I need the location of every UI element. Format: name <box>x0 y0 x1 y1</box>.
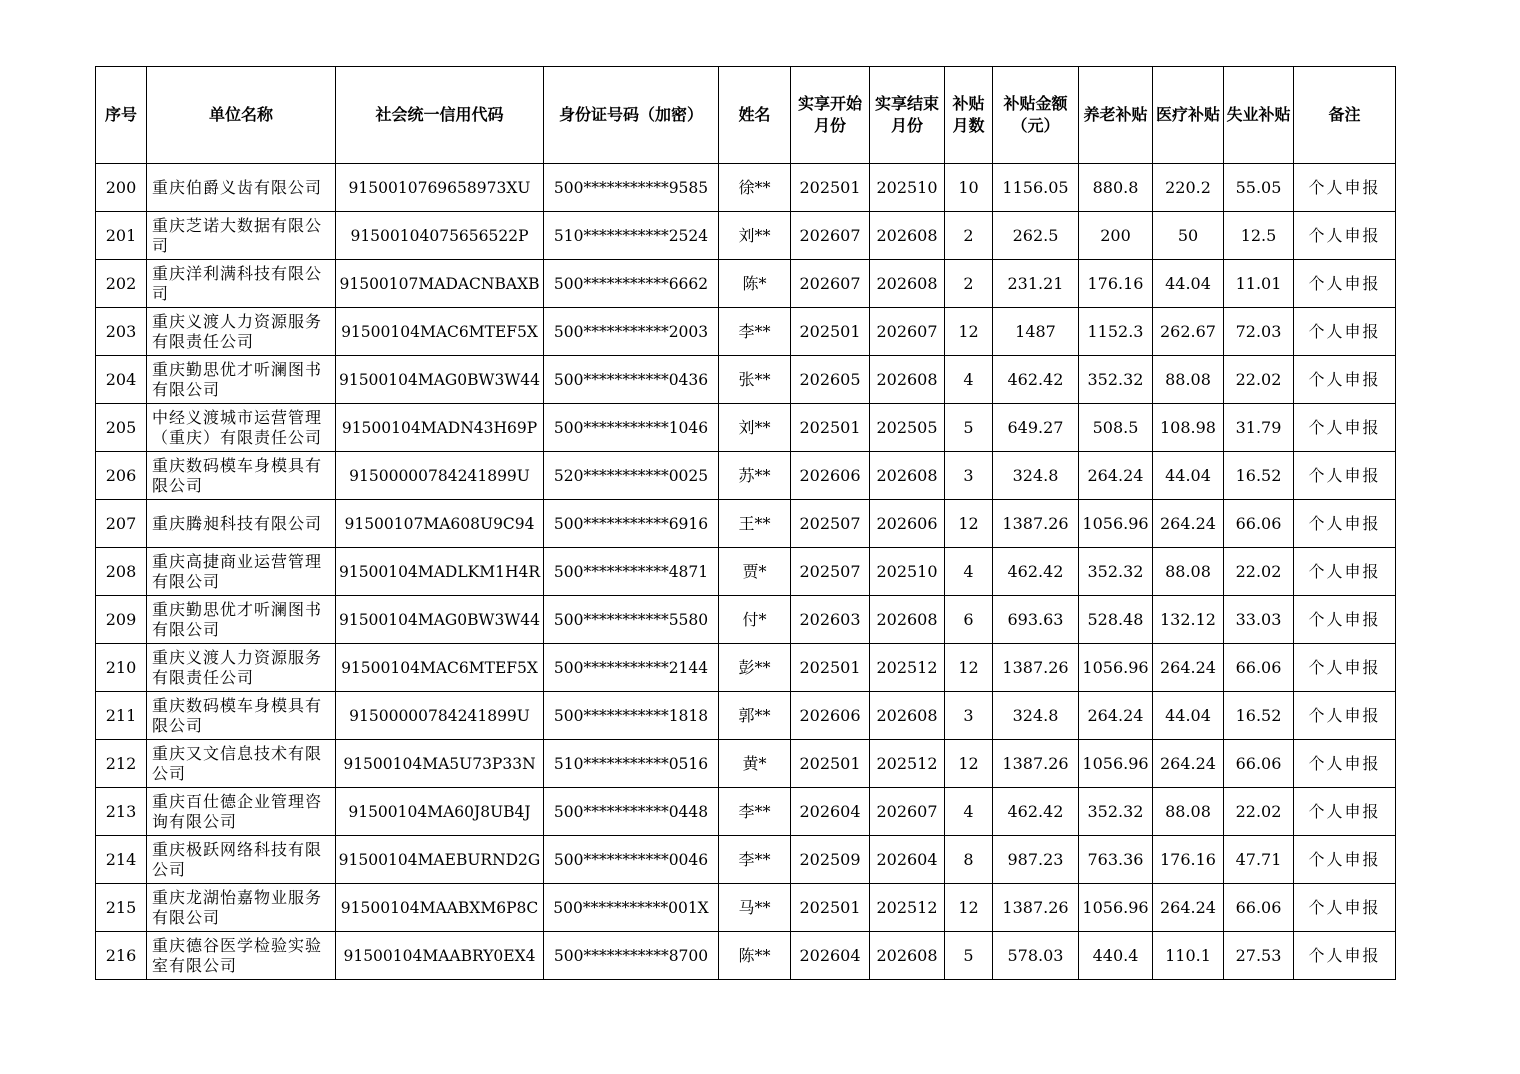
cell-amount: 324.8 <box>993 452 1079 500</box>
cell-pension: 1056.96 <box>1079 644 1153 692</box>
cell-unemployment: 33.03 <box>1224 596 1294 644</box>
cell-end-month: 202510 <box>870 548 945 596</box>
cell-id-number: 500***********2144 <box>544 644 719 692</box>
cell-remark: 个人申报 <box>1294 212 1396 260</box>
cell-index: 213 <box>96 788 147 836</box>
cell-pension: 880.8 <box>1079 164 1153 212</box>
cell-end-month: 202512 <box>870 884 945 932</box>
cell-start-month: 202501 <box>791 884 870 932</box>
cell-amount: 462.42 <box>993 356 1079 404</box>
header-start-month: 实享开始月份 <box>791 67 870 164</box>
cell-medical: 44.04 <box>1153 452 1224 500</box>
cell-unemployment: 72.03 <box>1224 308 1294 356</box>
cell-end-month: 202604 <box>870 836 945 884</box>
cell-unemployment: 31.79 <box>1224 404 1294 452</box>
cell-credit-code: 91500104MAC6MTEF5X <box>336 644 544 692</box>
table-row <box>96 836 1396 884</box>
cell-pension: 1152.3 <box>1079 308 1153 356</box>
cell-id-number: 500***********6662 <box>544 260 719 308</box>
cell-end-month: 202510 <box>870 164 945 212</box>
cell-credit-code: 91500104MA60J8UB4J <box>336 788 544 836</box>
cell-months: 3 <box>945 452 993 500</box>
cell-company: 重庆龙湖怡嘉物业服务有限公司 <box>147 884 336 932</box>
cell-company: 重庆芝诺大数据有限公司 <box>147 212 336 260</box>
cell-remark: 个人申报 <box>1294 644 1396 692</box>
cell-pension: 1056.96 <box>1079 740 1153 788</box>
cell-remark: 个人申报 <box>1294 308 1396 356</box>
cell-end-month: 202608 <box>870 212 945 260</box>
table-row <box>96 596 1396 644</box>
cell-end-month: 202512 <box>870 644 945 692</box>
cell-start-month: 202607 <box>791 212 870 260</box>
cell-person-name: 刘** <box>719 404 791 452</box>
header-amount: 补贴金额（元） <box>993 67 1079 164</box>
cell-pension: 763.36 <box>1079 836 1153 884</box>
cell-person-name: 李** <box>719 836 791 884</box>
cell-index: 204 <box>96 356 147 404</box>
cell-company: 重庆义渡人力资源服务有限责任公司 <box>147 308 336 356</box>
cell-person-name: 马** <box>719 884 791 932</box>
cell-start-month: 202607 <box>791 260 870 308</box>
cell-id-number: 510***********2524 <box>544 212 719 260</box>
cell-end-month: 202608 <box>870 932 945 980</box>
cell-unemployment: 66.06 <box>1224 884 1294 932</box>
cell-medical: 88.08 <box>1153 548 1224 596</box>
cell-remark: 个人申报 <box>1294 500 1396 548</box>
cell-id-number: 500***********001X <box>544 884 719 932</box>
cell-credit-code: 91500107MADACNBAXB <box>336 260 544 308</box>
cell-person-name: 付* <box>719 596 791 644</box>
header-remark: 备注 <box>1294 67 1396 164</box>
cell-company: 重庆伯爵义齿有限公司 <box>147 164 336 212</box>
cell-remark: 个人申报 <box>1294 596 1396 644</box>
cell-months: 3 <box>945 692 993 740</box>
cell-end-month: 202608 <box>870 692 945 740</box>
cell-company: 重庆又文信息技术有限公司 <box>147 740 336 788</box>
cell-start-month: 202606 <box>791 452 870 500</box>
cell-person-name: 张** <box>719 356 791 404</box>
cell-amount: 693.63 <box>993 596 1079 644</box>
cell-unemployment: 16.52 <box>1224 452 1294 500</box>
cell-remark: 个人申报 <box>1294 356 1396 404</box>
cell-unemployment: 66.06 <box>1224 500 1294 548</box>
cell-pension: 352.32 <box>1079 788 1153 836</box>
header-row <box>96 67 1396 164</box>
cell-end-month: 202505 <box>870 404 945 452</box>
cell-person-name: 苏** <box>719 452 791 500</box>
cell-medical: 88.08 <box>1153 356 1224 404</box>
cell-company: 重庆德谷医学检验实验室有限公司 <box>147 932 336 980</box>
header-end-month: 实享结束月份 <box>870 67 945 164</box>
cell-medical: 50 <box>1153 212 1224 260</box>
cell-months: 8 <box>945 836 993 884</box>
table-row <box>96 740 1396 788</box>
cell-id-number: 500***********1046 <box>544 404 719 452</box>
cell-end-month: 202512 <box>870 740 945 788</box>
table-row <box>96 644 1396 692</box>
cell-pension: 440.4 <box>1079 932 1153 980</box>
cell-pension: 264.24 <box>1079 692 1153 740</box>
cell-amount: 1387.26 <box>993 740 1079 788</box>
cell-index: 210 <box>96 644 147 692</box>
cell-pension: 508.5 <box>1079 404 1153 452</box>
cell-id-number: 500***********6916 <box>544 500 719 548</box>
cell-medical: 264.24 <box>1153 884 1224 932</box>
cell-index: 208 <box>96 548 147 596</box>
cell-company: 重庆百仕德企业管理咨询有限公司 <box>147 788 336 836</box>
cell-remark: 个人申报 <box>1294 836 1396 884</box>
table-row <box>96 548 1396 596</box>
cell-person-name: 彭** <box>719 644 791 692</box>
cell-pension: 1056.96 <box>1079 884 1153 932</box>
cell-credit-code: 91500104MAABRY0EX4 <box>336 932 544 980</box>
cell-id-number: 500***********4871 <box>544 548 719 596</box>
table-row <box>96 356 1396 404</box>
cell-amount: 578.03 <box>993 932 1079 980</box>
subsidy-table <box>95 66 1396 980</box>
cell-amount: 262.5 <box>993 212 1079 260</box>
cell-unemployment: 66.06 <box>1224 644 1294 692</box>
cell-credit-code: 91500104MA5U73P33N <box>336 740 544 788</box>
cell-end-month: 202607 <box>870 308 945 356</box>
cell-credit-code: 91500104MAG0BW3W44 <box>336 596 544 644</box>
cell-amount: 1387.26 <box>993 500 1079 548</box>
cell-unemployment: 27.53 <box>1224 932 1294 980</box>
cell-end-month: 202608 <box>870 356 945 404</box>
cell-months: 5 <box>945 404 993 452</box>
table-row <box>96 500 1396 548</box>
cell-company: 重庆高捷商业运营管理有限公司 <box>147 548 336 596</box>
cell-medical: 264.24 <box>1153 500 1224 548</box>
cell-end-month: 202608 <box>870 452 945 500</box>
cell-amount: 1387.26 <box>993 644 1079 692</box>
cell-id-number: 500***********2003 <box>544 308 719 356</box>
cell-start-month: 202501 <box>791 740 870 788</box>
header-medical: 医疗补贴 <box>1153 67 1224 164</box>
cell-medical: 44.04 <box>1153 260 1224 308</box>
cell-credit-code: 91500104MAC6MTEF5X <box>336 308 544 356</box>
cell-months: 12 <box>945 308 993 356</box>
cell-person-name: 黄* <box>719 740 791 788</box>
cell-person-name: 李** <box>719 788 791 836</box>
cell-index: 209 <box>96 596 147 644</box>
cell-pension: 352.32 <box>1079 356 1153 404</box>
table-row <box>96 260 1396 308</box>
cell-months: 2 <box>945 260 993 308</box>
cell-person-name: 李** <box>719 308 791 356</box>
cell-start-month: 202606 <box>791 692 870 740</box>
cell-unemployment: 12.5 <box>1224 212 1294 260</box>
cell-start-month: 202501 <box>791 308 870 356</box>
cell-remark: 个人申报 <box>1294 932 1396 980</box>
table-row <box>96 308 1396 356</box>
cell-months: 12 <box>945 884 993 932</box>
cell-company: 重庆勤思优才听澜图书有限公司 <box>147 356 336 404</box>
cell-medical: 176.16 <box>1153 836 1224 884</box>
cell-credit-code: 91500104075656522P <box>336 212 544 260</box>
cell-credit-code: 91500000784241899U <box>336 452 544 500</box>
cell-months: 4 <box>945 356 993 404</box>
cell-company: 重庆腾昶科技有限公司 <box>147 500 336 548</box>
cell-id-number: 500***********8700 <box>544 932 719 980</box>
cell-amount: 324.8 <box>993 692 1079 740</box>
cell-unemployment: 22.02 <box>1224 548 1294 596</box>
cell-remark: 个人申报 <box>1294 692 1396 740</box>
cell-person-name: 贾* <box>719 548 791 596</box>
cell-months: 2 <box>945 212 993 260</box>
cell-pension: 528.48 <box>1079 596 1153 644</box>
cell-company: 重庆义渡人力资源服务有限责任公司 <box>147 644 336 692</box>
table-row <box>96 452 1396 500</box>
cell-start-month: 202604 <box>791 932 870 980</box>
cell-medical: 44.04 <box>1153 692 1224 740</box>
header-credit-code: 社会统一信用代码 <box>336 67 544 164</box>
cell-medical: 108.98 <box>1153 404 1224 452</box>
cell-index: 211 <box>96 692 147 740</box>
cell-credit-code: 91500104MADN43H69P <box>336 404 544 452</box>
header-months: 补贴月数 <box>945 67 993 164</box>
cell-company: 中经义渡城市运营管理（重庆）有限责任公司 <box>147 404 336 452</box>
cell-index: 201 <box>96 212 147 260</box>
cell-credit-code: 91500104MADLKM1H4R <box>336 548 544 596</box>
cell-amount: 1387.26 <box>993 884 1079 932</box>
table-row <box>96 212 1396 260</box>
cell-id-number: 500***********5580 <box>544 596 719 644</box>
table-row <box>96 788 1396 836</box>
cell-company: 重庆极跃网络科技有限公司 <box>147 836 336 884</box>
cell-id-number: 500***********0046 <box>544 836 719 884</box>
cell-credit-code: 91500104MAABXM6P8C <box>336 884 544 932</box>
table-header <box>96 67 1396 164</box>
cell-pension: 176.16 <box>1079 260 1153 308</box>
cell-end-month: 202607 <box>870 788 945 836</box>
cell-unemployment: 16.52 <box>1224 692 1294 740</box>
cell-remark: 个人申报 <box>1294 260 1396 308</box>
cell-index: 207 <box>96 500 147 548</box>
cell-medical: 262.67 <box>1153 308 1224 356</box>
cell-id-number: 500***********0436 <box>544 356 719 404</box>
cell-person-name: 王** <box>719 500 791 548</box>
cell-id-number: 500***********9585 <box>544 164 719 212</box>
cell-remark: 个人申报 <box>1294 740 1396 788</box>
cell-months: 12 <box>945 740 993 788</box>
cell-id-number: 510***********0516 <box>544 740 719 788</box>
header-id-number: 身份证号码（加密） <box>544 67 719 164</box>
table-row <box>96 404 1396 452</box>
cell-index: 216 <box>96 932 147 980</box>
cell-person-name: 刘** <box>719 212 791 260</box>
cell-start-month: 202507 <box>791 500 870 548</box>
cell-amount: 1487 <box>993 308 1079 356</box>
cell-start-month: 202501 <box>791 404 870 452</box>
cell-months: 4 <box>945 548 993 596</box>
cell-pension: 264.24 <box>1079 452 1153 500</box>
cell-credit-code: 91500000784241899U <box>336 692 544 740</box>
cell-credit-code: 91500104MAG0BW3W44 <box>336 356 544 404</box>
cell-id-number: 500***********1818 <box>544 692 719 740</box>
cell-amount: 1156.05 <box>993 164 1079 212</box>
cell-id-number: 500***********0448 <box>544 788 719 836</box>
header-pension: 养老补贴 <box>1079 67 1153 164</box>
cell-months: 10 <box>945 164 993 212</box>
cell-amount: 987.23 <box>993 836 1079 884</box>
cell-company: 重庆洋利满科技有限公司 <box>147 260 336 308</box>
cell-amount: 462.42 <box>993 548 1079 596</box>
cell-remark: 个人申报 <box>1294 884 1396 932</box>
cell-months: 6 <box>945 596 993 644</box>
cell-start-month: 202507 <box>791 548 870 596</box>
cell-unemployment: 11.01 <box>1224 260 1294 308</box>
cell-person-name: 陈** <box>719 932 791 980</box>
table-row <box>96 692 1396 740</box>
cell-start-month: 202501 <box>791 164 870 212</box>
cell-amount: 649.27 <box>993 404 1079 452</box>
header-index: 序号 <box>96 67 147 164</box>
cell-person-name: 徐** <box>719 164 791 212</box>
cell-unemployment: 22.02 <box>1224 356 1294 404</box>
cell-months: 12 <box>945 500 993 548</box>
cell-unemployment: 55.05 <box>1224 164 1294 212</box>
cell-months: 5 <box>945 932 993 980</box>
cell-person-name: 陈* <box>719 260 791 308</box>
cell-unemployment: 47.71 <box>1224 836 1294 884</box>
cell-index: 202 <box>96 260 147 308</box>
cell-medical: 220.2 <box>1153 164 1224 212</box>
header-person-name: 姓名 <box>719 67 791 164</box>
cell-id-number: 520***********0025 <box>544 452 719 500</box>
cell-medical: 110.1 <box>1153 932 1224 980</box>
cell-index: 206 <box>96 452 147 500</box>
cell-start-month: 202604 <box>791 788 870 836</box>
cell-index: 203 <box>96 308 147 356</box>
cell-company: 重庆勤思优才听澜图书有限公司 <box>147 596 336 644</box>
cell-credit-code: 9150010769658973XU <box>336 164 544 212</box>
cell-unemployment: 66.06 <box>1224 740 1294 788</box>
cell-medical: 264.24 <box>1153 644 1224 692</box>
header-unemployment: 失业补贴 <box>1224 67 1294 164</box>
cell-credit-code: 91500107MA608U9C94 <box>336 500 544 548</box>
cell-index: 214 <box>96 836 147 884</box>
cell-index: 215 <box>96 884 147 932</box>
cell-company: 重庆数码模车身模具有限公司 <box>147 692 336 740</box>
table-row <box>96 932 1396 980</box>
cell-pension: 1056.96 <box>1079 500 1153 548</box>
cell-company: 重庆数码模车身模具有限公司 <box>147 452 336 500</box>
cell-remark: 个人申报 <box>1294 452 1396 500</box>
cell-months: 4 <box>945 788 993 836</box>
cell-remark: 个人申报 <box>1294 164 1396 212</box>
cell-unemployment: 22.02 <box>1224 788 1294 836</box>
cell-remark: 个人申报 <box>1294 788 1396 836</box>
cell-start-month: 202605 <box>791 356 870 404</box>
cell-pension: 200 <box>1079 212 1153 260</box>
cell-start-month: 202603 <box>791 596 870 644</box>
header-company: 单位名称 <box>147 67 336 164</box>
table-row <box>96 164 1396 212</box>
cell-index: 205 <box>96 404 147 452</box>
cell-index: 200 <box>96 164 147 212</box>
cell-remark: 个人申报 <box>1294 404 1396 452</box>
cell-amount: 462.42 <box>993 788 1079 836</box>
table-body <box>96 164 1396 980</box>
cell-end-month: 202606 <box>870 500 945 548</box>
cell-credit-code: 91500104MAEBURND2G <box>336 836 544 884</box>
cell-start-month: 202501 <box>791 644 870 692</box>
cell-pension: 352.32 <box>1079 548 1153 596</box>
cell-end-month: 202608 <box>870 260 945 308</box>
cell-start-month: 202509 <box>791 836 870 884</box>
cell-end-month: 202608 <box>870 596 945 644</box>
cell-amount: 231.21 <box>993 260 1079 308</box>
table-row <box>96 884 1396 932</box>
cell-person-name: 郭** <box>719 692 791 740</box>
cell-medical: 132.12 <box>1153 596 1224 644</box>
cell-medical: 264.24 <box>1153 740 1224 788</box>
cell-remark: 个人申报 <box>1294 548 1396 596</box>
cell-index: 212 <box>96 740 147 788</box>
cell-medical: 88.08 <box>1153 788 1224 836</box>
cell-months: 12 <box>945 644 993 692</box>
